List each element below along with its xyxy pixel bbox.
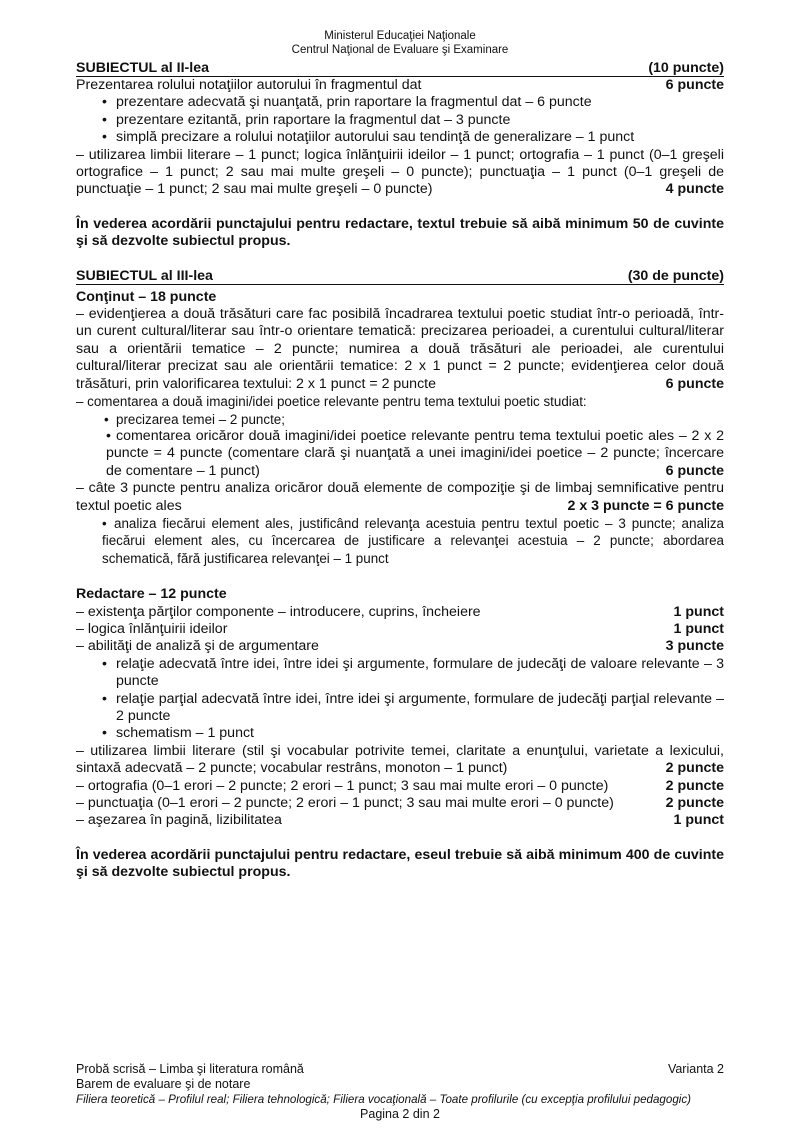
r-item-2 — [76, 621, 724, 638]
footer-exam: Probă scrisă – Limba şi literatura română — [76, 1062, 304, 1076]
r-item-3-bullet: • relaţie parţial adecvată între idei, între idei şi argumente, formulare de judecăţi parţial relevante – 2 puncte — [76, 691, 724, 726]
r-item-4-text: – utilizarea limbii literare (stil şi vocabular potrivite temei, claritate a enunţului, varietate a lexicului, sintaxă adecvată – 2 puncte; vocabular restrâns, monoton – 1 punct) — [76, 742, 724, 777]
footer-profiles: Filiera teoretică – Profilul real; Filiera tehnologică; Filiera vocaţională – Toate profilurile (cu excepţia profilului pedagogic) — [76, 1093, 692, 1106]
footer-page-number: Pagina 2 din 2 — [360, 1107, 440, 1121]
s2-item-2 — [76, 147, 724, 199]
r-item-3-list — [76, 656, 724, 743]
r-item-3-points: 3 puncte — [665, 638, 724, 655]
r-item-1-text: – existenţa părţilor componente – introducere, cuprins, încheiere — [76, 603, 481, 620]
s3-content-2-bullet-text — [106, 428, 724, 480]
s3-content-2-list — [76, 411, 724, 428]
section-3-heading — [76, 268, 724, 285]
s3-content-3-bullet-text: analiza fiecărui element ales, justificând relevanţa acestuia pentru textul poetic – 3 puncte; analiza fiecărui element ales, cu încercarea de justificare a relevanţei acestuia – 2 puncte; abordarea schematică, fără justificarea relevanţei – 1 punct — [102, 515, 724, 566]
s3-content-2-points: 6 puncte — [665, 462, 724, 479]
s3-content-2-bullet-2-text: comentarea oricăror două imagini/idei poetice relevante pentru tema textului poetic ales – 2 x 2 puncte = 4 puncte (comentare clară şi nuanţată a unei imagini/idei poetice – 2 puncte; încercare de comentare – 1 punct) — [106, 427, 724, 479]
page-footer — [76, 1062, 724, 1122]
r-item-6-points: 2 puncte — [665, 795, 724, 812]
r-item-3-bullet: • relaţie adecvată între idei, între idei şi argumente, formulare de judecăţi de valoare relevante – 3 puncte — [76, 656, 724, 691]
s2-item-1-points: 6 puncte — [665, 77, 724, 93]
r-item-6 — [76, 795, 724, 812]
r-item-3-text: – abilităţi de analiză şi de argumentare — [76, 638, 319, 655]
s3-note: În vederea acordării punctajului pentru redactare, eseul trebuie să aibă minimum 400 de cuvinte şi să dezvolte subiectul propus. — [76, 846, 724, 881]
section-3-points: (30 de puncte) — [627, 267, 724, 284]
redactare-heading: Redactare – 12 puncte — [76, 586, 227, 603]
s2-item-1-text: Prezentarea rolului notaţiilor autorului în fragmentul dat — [76, 77, 422, 93]
section-2-points: (10 puncte) — [648, 60, 724, 76]
r-item-7 — [76, 812, 724, 829]
s2-bullet: • prezentare ezitantă, prin raportare la fragmentul dat – 3 puncte — [76, 112, 724, 129]
section-2-title: SUBIECTUL al II-lea — [76, 60, 209, 76]
r-item-2-points: 1 punct — [673, 620, 724, 637]
section-2-heading — [76, 60, 724, 77]
s3-content-1-text: – evidenţierea a două trăsături care fac posibilă încadrarea textului poetic studiat într-o perioadă, într-un curent cultural/literar sau într-o orientare tematică: precizarea perioadei, a curentului cultural/literar sau a orientării tematice – 2 puncte; numirea a două trăsături ale perioadei, ale curentului cultural/literar precizat sau ale orientării tematice: 2 x 1 punct = 2 puncte; evidenţierea celor două trăsături, prin valorificarea textului: 2 x 1 punct = 2 puncte — [76, 306, 724, 392]
r-item-5-points: 2 puncte — [665, 777, 724, 794]
r-item-5-text: – ortografia (0–1 erori – 2 puncte; 2 erori – 1 punct; 3 sau mai multe erori – 0 puncte) — [76, 777, 609, 794]
r-item-4-points: 2 puncte — [665, 760, 724, 777]
s3-content-3-bullet: • analiza fiecărui element ales, justificând relevanţa acestuia pentru textul poetic – 3 puncte; analiza fiecărui element ales, cu încercarea de justificare a relevanţei acestuia – 2 puncte; abordarea schematică, fără justificarea relevanţei – 1 punct — [102, 515, 724, 566]
footer-row-1 — [76, 1062, 724, 1077]
r-item-2-text: – logica înlănţuirii ideilor — [76, 620, 228, 637]
s2-item-2-text: – utilizarea limbii literare – 1 punct; logica înlănţuirii ideilor – 1 punct; ortografia – 1 punct (0–1 greşeli ortografice – 1 punct; 2 sau mai multe greşeli – 0 puncte); punctuaţia – 1 punct (0–1 greşeli de punctuaţie – 1 punct; 2 sau mai multe greşeli – 0 puncte) — [76, 146, 724, 198]
s3-content-1 — [76, 306, 724, 393]
document-body — [76, 60, 724, 882]
r-item-1-points: 1 punct — [673, 603, 724, 620]
r-item-4 — [76, 743, 724, 778]
s3-content-1-points: 6 puncte — [665, 375, 724, 392]
s2-note: În vederea acordării punctajului pentru redactare, textul trebuie să aibă minimum 50 de cuvinte şi să dezvolte subiectul propus. — [76, 215, 724, 250]
r-item-3 — [76, 638, 724, 655]
footer-variant: Varianta 2 — [667, 1062, 724, 1076]
s3-content-3 — [76, 480, 724, 515]
r-item-7-text: – aşezarea în pagină, lizibilitatea — [76, 812, 282, 829]
r-item-5 — [76, 778, 724, 795]
s3-content-3-text: – câte 3 puncte pentru analiza oricăror două elemente de compoziţie şi de limbaj semnificative pentru textul poetic ales — [76, 480, 724, 514]
s3-content-3-points: 2 x 3 puncte = 6 puncte — [567, 497, 724, 514]
s3-content-2-text: – comentarea a două imagini/idei poetice relevante pentru tema textului poetic studiat: — [76, 394, 587, 410]
r-item-3-bullet: • schematism – 1 punct — [76, 725, 724, 742]
s2-item-1 — [76, 77, 724, 94]
section-3-title: SUBIECTUL al III-lea — [76, 267, 213, 284]
s3-content-2-bullet: • precizarea temei – 2 puncte; — [76, 411, 724, 428]
footer-doc: Barem de evaluare şi de notare — [76, 1077, 251, 1091]
r-item-7-points: 1 punct — [673, 812, 724, 829]
content-heading: Conţinut – 18 puncte — [76, 288, 217, 305]
header-ministry: Ministerul Educaţiei Naţionale — [324, 30, 476, 42]
s3-content-2-bullet-2: • comentarea oricăror două imagini/idei poetice relevante pentru tema textului poetic ales – 2 x 2 puncte = 4 puncte (comentare clară şi nuanţată a unei imagini/idei poetice – 2 puncte; încercare de comentare – 1 punct) 6 puncte — [106, 427, 724, 479]
s2-bullet-list — [76, 94, 724, 146]
s2-bullet: • prezentare adecvată şi nuanţată, prin raportare la fragmentul dat – 6 puncte — [76, 94, 724, 111]
s2-bullet: • simplă precizare a rolului notaţiilor autorului sau tendinţă de generalizare – 1 punct — [76, 129, 724, 146]
header-center: Centrul Naţional de Evaluare şi Examinare — [291, 44, 509, 56]
r-item-6-text: – punctuaţia (0–1 erori – 2 puncte; 2 erori – 1 punct; 3 sau mai multe erori – 0 puncte) — [76, 795, 614, 812]
r-item-1 — [76, 604, 724, 621]
s2-item-2-points: 4 puncte — [665, 181, 724, 198]
